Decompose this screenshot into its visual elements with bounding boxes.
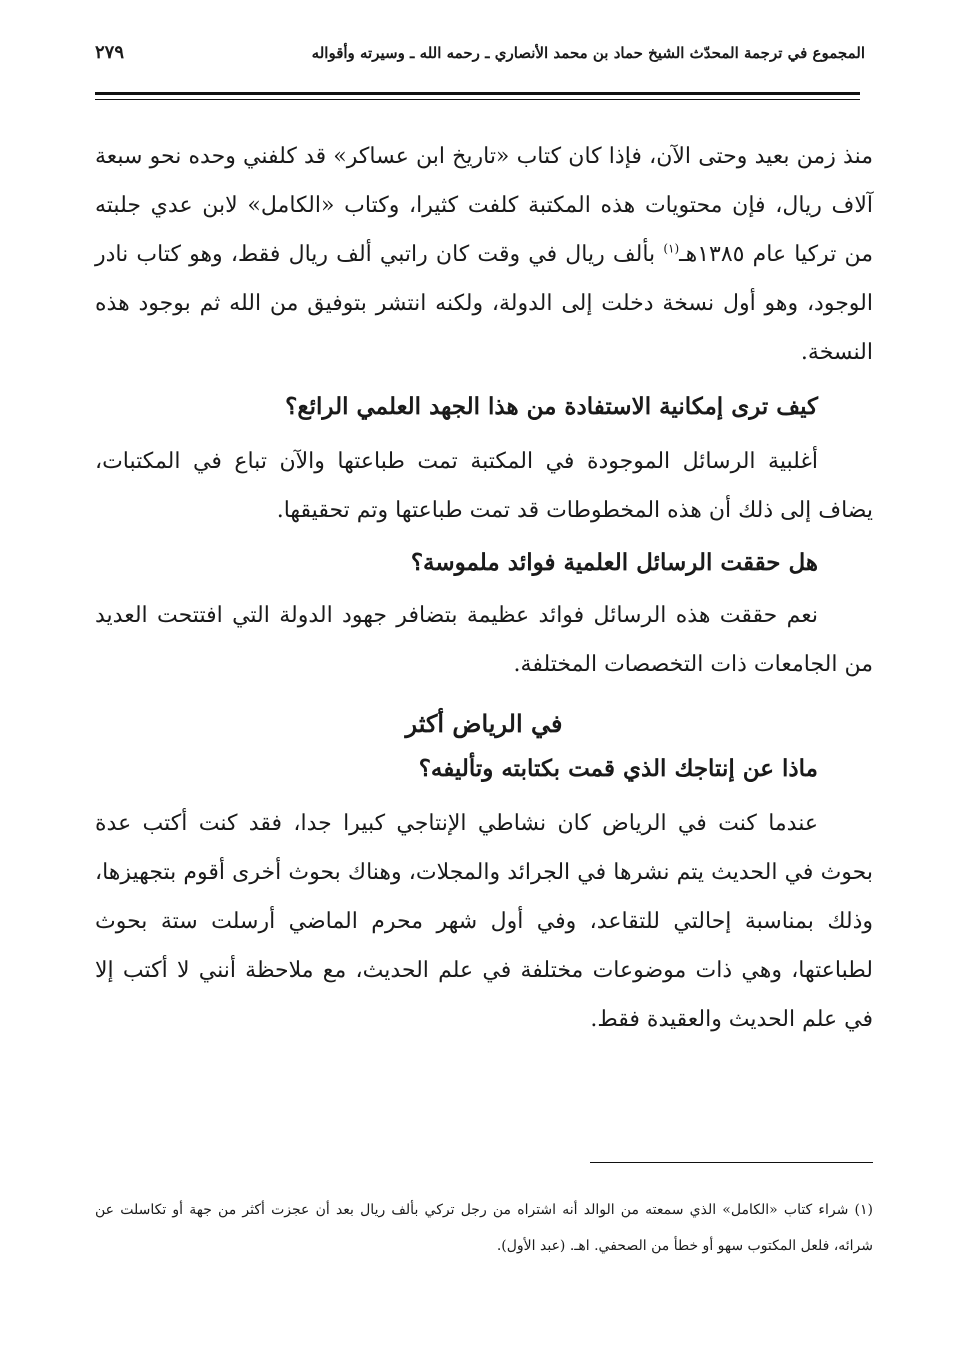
running-header bbox=[95, 38, 865, 78]
main-content bbox=[95, 132, 873, 1044]
section-title: في الرياض أكثر bbox=[405, 709, 563, 738]
footnote-reference: (١) bbox=[663, 241, 680, 256]
paragraph-text-continued: بألف ريال في وقت كان راتبي ألف ريال فقط، وهو كتاب نادر الوجود، وهو أول نسخة دخلت إلى الدولة، ولكنه انتشر بتوفيق من الله ثم بوجود هذه النسخة. bbox=[95, 242, 873, 365]
answer-paragraph: عندما كنت في الرياض كان نشاطي الإنتاجي كبيرا جدا، فقد كنت أكتب عدة بحوث في الحديث يتم نشرها في الجرائد والمجلات، وهناك بحوث أخرى أقوم بتجهيزها، وذلك بمناسبة إحالتي للتقاعد، وفي أول شهر محرم الماضي أرسلت ستة بحوث لطباعتها، وهي ذات موضوعات مختلفة في علم الحديث، مع ملاحظة أنني لا أكتب إلا في علم الحديث والعقيدة فقط. bbox=[95, 811, 873, 1032]
question-heading: هل حققت الرسائل العلمية فوائد ملموسة؟ bbox=[410, 549, 818, 576]
header-rule-thin bbox=[95, 99, 860, 100]
answer-paragraph: نعم حققت هذه الرسائل فوائد عظيمة بتضافر جهود الدولة التي افتتحت العديد من الجامعات ذات التخصصات المختلفة. bbox=[95, 603, 873, 677]
question-heading: ماذا عن إنتاجك الذي قمت بكتابته وتأليفه؟ bbox=[418, 755, 818, 782]
footnotes bbox=[95, 1192, 873, 1264]
footnote-separator bbox=[590, 1162, 873, 1163]
paragraph-text: منذ زمن بعيد وحتى الآن، فإذا كان كتاب «تاريخ ابن عساكر» قد كلفني وحده نحو سبعة آلاف ريال، فإن محتويات هذه المكتبة كلفت كثيرا، وكتاب «الكامل» لابن عدي جلبته من تركيا عام ١٣٨٥هـ bbox=[95, 144, 873, 267]
book-title: المجموع في ترجمة المحدّث الشيخ حماد بن محمد الأنصاري ـ رحمه الله ـ وسيرته وأقواله bbox=[311, 44, 865, 62]
header-rule-thick bbox=[95, 92, 860, 95]
question-heading: كيف ترى إمكانية الاستفادة من هذا الجهد العلمي الرائع؟ bbox=[285, 393, 818, 420]
paragraph-library-cost bbox=[95, 132, 873, 377]
answer-paragraph: أغلبية الرسائل الموجودة في المكتبة تمت طباعتها والآن تباع في المكتبات، يضاف إلى ذلك أن هذه المخطوطات قد تمت طباعتها وتم تحقيقها. bbox=[95, 449, 873, 523]
page-number: ٢٧٩ bbox=[95, 42, 125, 63]
footnote: (١) شراء كتاب «الكامل» الذي سمعته من الوالد أنه اشتراه من رجل تركي بألف ريال بعد أن عجزت أكثر من جهة أو تكاسلت عن شرائه، فلعل المكتوب سهو أو خطأ من الصحفي. اهـ. (عبد الأول). bbox=[95, 1202, 873, 1254]
